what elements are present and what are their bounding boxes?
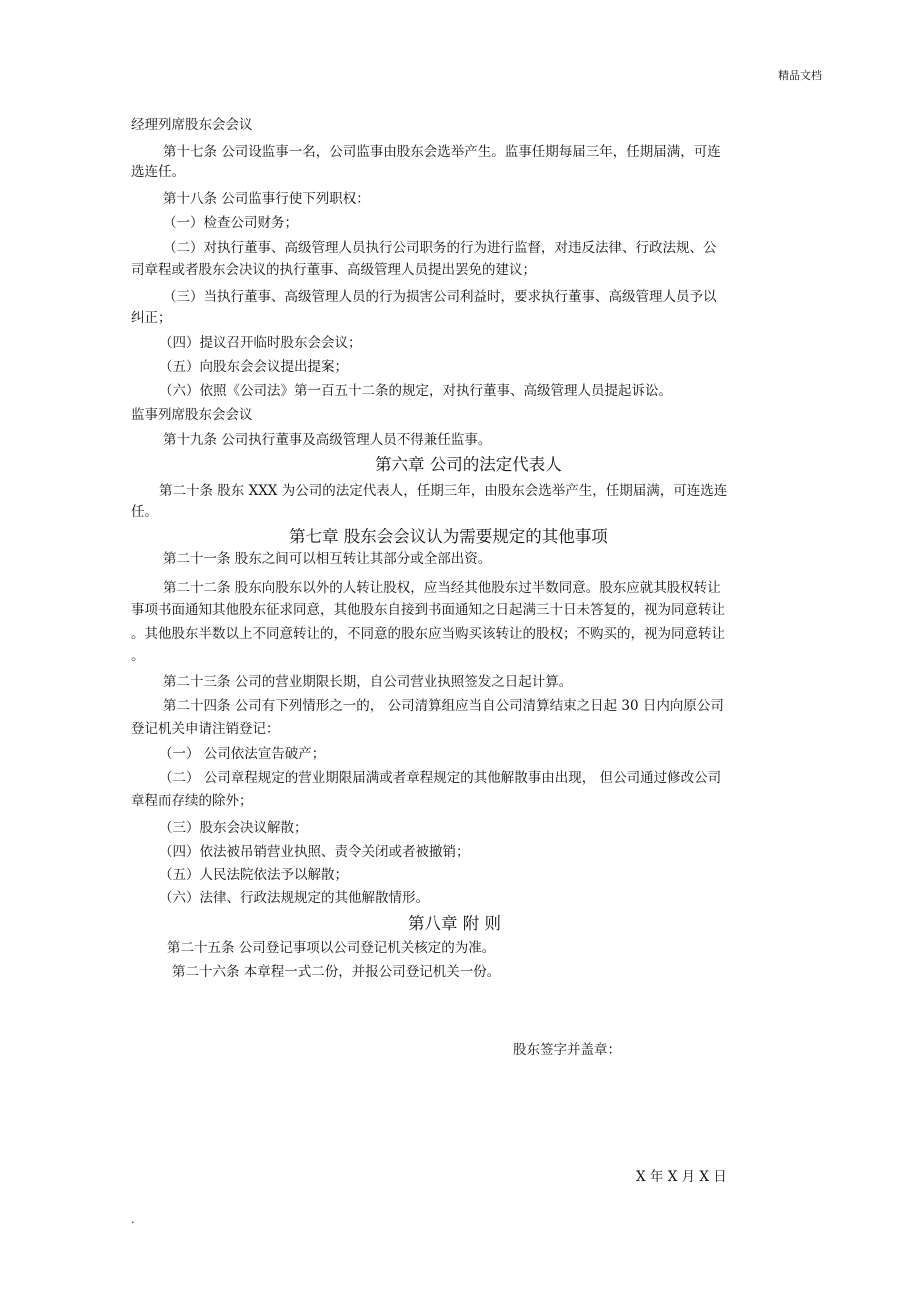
text-line: 第十八条 公司监事行使下列职权： <box>163 191 370 207</box>
text-line: 第二十条 股东 XXX 为公司的法定代表人，任期三年，由股东会选举产生，任期届满，可连选连 <box>159 483 728 499</box>
text-line: 。其他股东半数以上不同意转让的，不同意的股东应当购买该转让的股权；不购买的，视为同意转让 <box>131 626 725 642</box>
text-line: （二） 公司章程规定的营业期限届满或者章程规定的其他解散事由出现， 但公司通过修改公司 <box>159 770 722 786</box>
footer-dot: . <box>131 1213 135 1226</box>
text-line: 纠正； <box>131 310 172 326</box>
text-line: 事项书面通知其他股东征求同意，其他股东自接到书面通知之日起满三十日未答复的，视为同意转让 <box>131 602 725 618</box>
chapter-heading: 第七章 股东会会议认为需要规定的其他事项 <box>289 527 608 546</box>
text-line: 司章程或者股东会决议的执行董事、高级管理人员提出罢免的建议； <box>131 262 536 278</box>
text-line: 第二十二条 股东向股东以外的人转让股权，应当经其他股东过半数同意。股东应就其股权转让 <box>163 580 721 596</box>
text-line: （六）依照《公司法》第一百五十二条的规定，对执行董事、高级管理人员提起诉讼。 <box>159 383 672 399</box>
date-line: X 年 X 月 X 日 <box>636 1169 727 1185</box>
text-line: （三）当执行董事、高级管理人员的行为损害公司利益时，要求执行董事、高级管理人员予以 <box>163 289 717 305</box>
text-line: （三）股东会决议解散； <box>159 820 308 836</box>
text-line: 。 <box>131 648 145 664</box>
text-line: （一） 公司依法宣告破产； <box>159 746 326 762</box>
text-line: （五）人民法院依法予以解散； <box>159 867 348 883</box>
text-line: （四）提议召开临时股东会会议； <box>159 335 362 351</box>
text-line: 第十七条 公司设监事一名，公司监事由股东会选举产生。监事任期每届三年，任期届满，可连 <box>163 144 721 160</box>
text-line: （一）检查公司财务； <box>163 215 298 231</box>
text-line: 章程而存续的除外； <box>131 793 253 809</box>
text-line: （二）对执行董事、高级管理人员执行公司职务的行为进行监督，对违反法律、行政法规、公 <box>163 240 717 256</box>
text-line: 任。 <box>131 504 158 520</box>
text-line: （四）依法被吊销营业执照、责令关闭或者被撤销； <box>159 844 470 860</box>
chapter-heading: 第六章 公司的法定代表人 <box>375 455 562 474</box>
text-line: 第十九条 公司执行董事及高级管理人员不得兼任监事。 <box>163 432 492 448</box>
text-line: 选连任。 <box>131 164 185 180</box>
text-line: 第二十四条 公司有下列情形之一的， 公司清算组应当自公司清算结束之日起 30 日内向原公司 <box>163 698 724 714</box>
text-line: （五）向股东会会议提出提案； <box>159 359 348 375</box>
text-line: 经理列席股东会会议 <box>131 117 253 133</box>
text-line: 第二十一条 股东之间可以相互转让其部分或全部出资。 <box>163 551 492 567</box>
text-line: 监事列席股东会会议 <box>131 407 253 423</box>
header-label: 精品文档 <box>778 69 822 82</box>
text-line: 第二十五条 公司登记事项以公司登记机关核定的为准。 <box>167 940 496 956</box>
text-line: （六）法律、行政法规规定的其他解散情形。 <box>159 890 429 906</box>
chapter-heading: 第八章 附 则 <box>408 914 501 933</box>
text-line: 第二十三条 公司的营业期限长期，自公司营业执照签发之日起计算。 <box>163 674 573 690</box>
signature-label: 股东签字并盖章： <box>513 1042 621 1058</box>
text-line: 第二十六条 本章程一式二份，并报公司登记机关一份。 <box>172 964 501 980</box>
text-line: 登记机关申请注销登记： <box>131 721 280 737</box>
